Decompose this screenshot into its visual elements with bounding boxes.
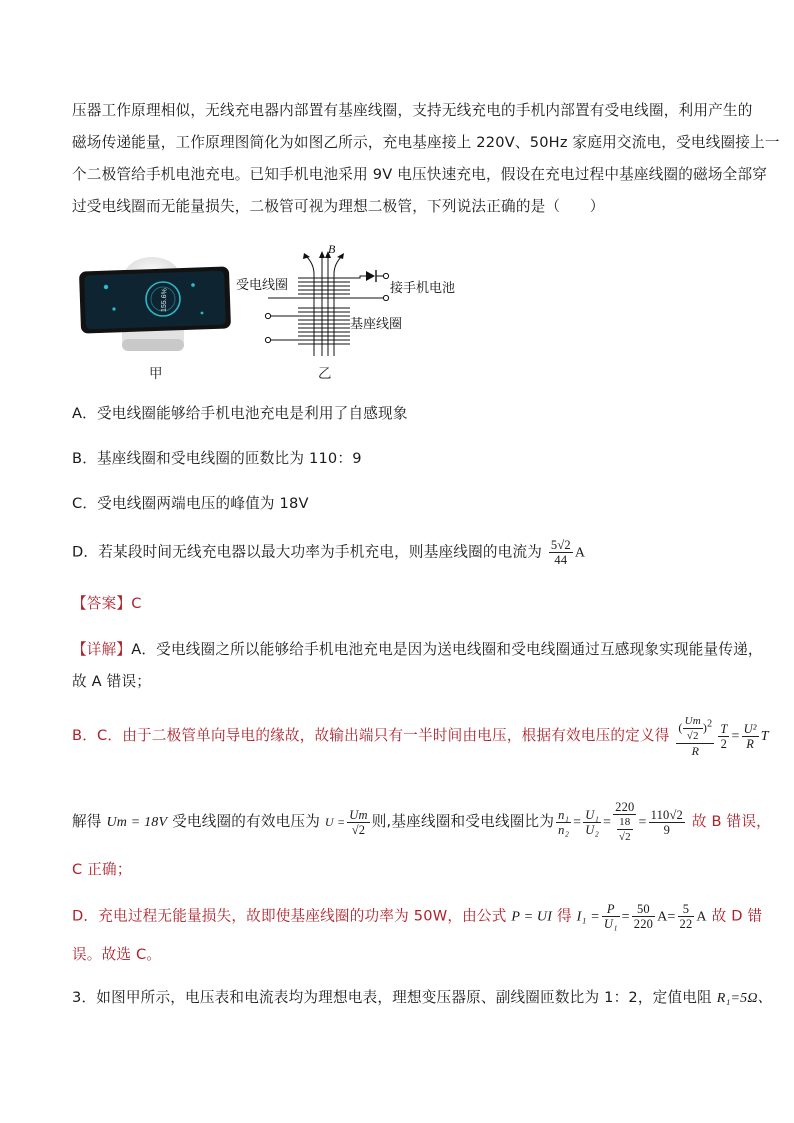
phone-screen-text: 155.6% <box>160 288 169 313</box>
option-d-den: 44 <box>554 553 568 567</box>
b-wrong: 故 B 错误， <box>691 813 771 830</box>
field-line <box>306 256 314 356</box>
option-a: A．受电线圈能够给手机电池充电是利用了自感现象 <box>72 405 408 422</box>
answer-label: 【答案】 <box>72 595 132 612</box>
receive-coil-label: 受电线圈 <box>236 278 289 293</box>
figure-caption-jia: 甲 <box>149 366 163 382</box>
answer-value: C <box>131 595 142 612</box>
base-coil <box>298 308 350 344</box>
base-coil-label: 基座线圈 <box>350 317 403 332</box>
explanation-d-line2: 误。故选 C。 <box>72 946 162 963</box>
option-b: B．基座线圈和受电线圈的匝数比为 110：9 <box>72 450 362 467</box>
base-terminal <box>265 313 270 318</box>
diode-symbol <box>366 270 376 282</box>
explanation-a-line2: 故 A 错误； <box>72 673 152 690</box>
option-c: C．受电线圈两端电压的峰值为 18V <box>72 495 309 512</box>
turns-ratio: $\frac{\text{n₁}}{\text{n₂}}$ <box>558 807 570 837</box>
question-line-4: 过受电线圈而无能量损失，二极管可视为理想二极管，下列说法正确的是（ ） <box>72 198 605 215</box>
explanation-a-line1 <box>72 640 763 660</box>
voltage-ratio: $\frac{\text{U₁}}{\text{U₂}}$ <box>585 807 600 837</box>
explanation-a-text: A．受电线圈之所以能够给手机电池充电是因为送电线圈和受电线圈通过互感现象实现能量传递， <box>131 641 763 658</box>
explanation-solve-line: 解得 Um = 18V 受电线圈的有效电压为 U = $\frac{Um}{√2}$ 则,基座线圈和受电线圈比为 $\frac{\text{n₁}}{\text{n₂}}$ = $\frac{\text{U₁}}{\text{U₂}}$ = $\frac{220}{\frac{18}{√2}}$ = $\frac{110√2}{9}$ 故 B 错误， <box>72 800 771 843</box>
receive-coil <box>298 278 350 298</box>
effective-voltage-rhs: $\frac{\text{U²}}{R}$ <box>743 721 757 751</box>
c-right: C 正确； <box>72 861 132 878</box>
effective-voltage-fraction: $\frac{Um}{√2}$ <box>349 807 368 837</box>
explanation-bc-text: B．C．由于二极管单向导电的缘故，故输出端只有一半时间由电压，根据有效电压的定义得 <box>72 727 670 744</box>
base-terminal <box>265 337 270 342</box>
option-d-text: D．若某段时间无线充电器以最大功率为手机充电，则基座线圈的电流为 <box>72 543 543 561</box>
explanation-bc-line: B．C．由于二极管单向导电的缘故，故输出端只有一半时间由电压，根据有效电压的定义得 ( $\frac{Um}{√2}$ )$^2$ R $\frac{T}{2}$ = $\frac{\text{U²}}{R}$ T <box>72 715 769 758</box>
figure-caption-yi: 乙 <box>318 366 332 382</box>
coil-circuit-diagram <box>236 244 468 380</box>
explanation-label: 【详解】 <box>72 641 132 658</box>
next-question: 3．如图甲所示，电压表和电流表均为理想电表，理想变压器原、副线圈匝数比为 1：2，定值电阻 R₁=5Ω、 <box>72 989 772 1006</box>
question-line-3: 个二极管给手机电池充电。已知手机电池采用 9V 电压快速充电，假设在充电过程中基座线圈的磁场全部穿 <box>72 166 768 183</box>
field-label-b: B <box>328 244 336 256</box>
peak-voltage-value: Um = 18V <box>106 815 168 830</box>
answer-line <box>72 594 142 614</box>
option-d-fraction <box>549 538 573 567</box>
effective-voltage-lhs: ( $\frac{Um}{√2}$ )$^2$ R <box>678 715 713 758</box>
field-line <box>334 256 342 356</box>
battery-terminal <box>383 295 388 300</box>
explanation-d-line1: D．充电过程无能量损失，故即使基座线圈的功率为 50W，由公式 P = UI 得 I₁ = $\frac{P}{\text{U₁}}$ = $\frac{50}{220}$ A= $\frac{5}{22}$ A 故 D 错 <box>72 902 763 931</box>
wireless-charger-photo <box>78 255 234 355</box>
option-d-num: 5√2 <box>550 538 571 552</box>
half-period: $\frac{T}{2}$ <box>720 721 728 751</box>
battery-terminal <box>383 273 388 278</box>
question-line-1: 压器工作原理相似，无线充电器内部置有基座线圈，支持无线充电的手机内部置有受电线圈，利用产生的 <box>72 102 753 119</box>
question-line-2: 磁场传递能量，工作原理图简化为如图乙所示，充电基座接上 220V、50Hz 家庭用交流电，受电线圈接上一 <box>72 134 780 151</box>
option-d-unit: A <box>574 545 586 561</box>
numeric-ratio: $\frac{220}{\frac{18}{√2}}$ <box>615 800 635 843</box>
battery-label: 接手机电池 <box>390 281 456 296</box>
option-d <box>72 538 585 567</box>
ratio-result: $\frac{110√2}{9}$ <box>650 807 683 837</box>
